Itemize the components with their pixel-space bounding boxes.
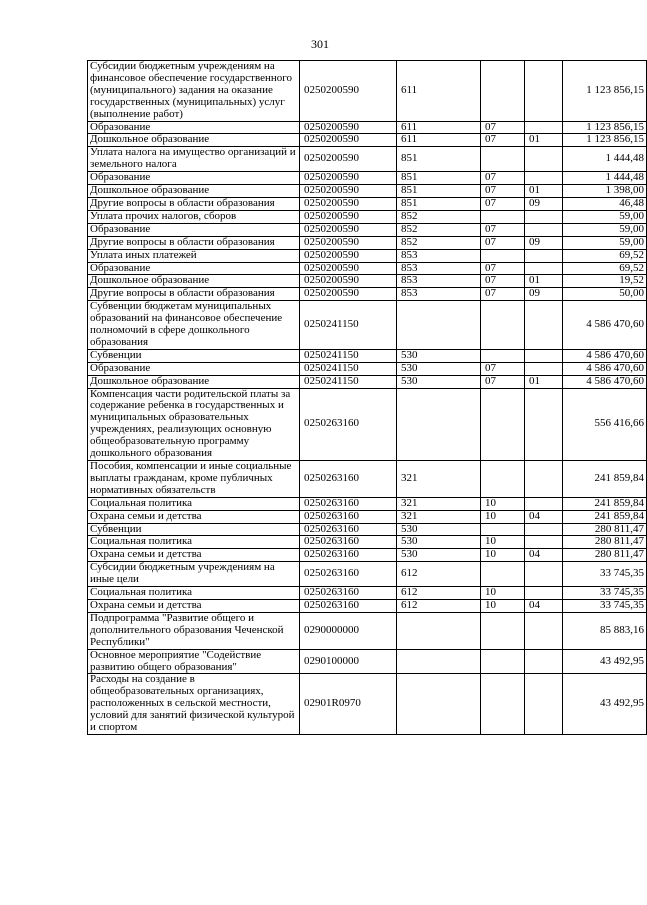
row-name: Дошкольное образование: [88, 275, 300, 288]
target-article-code: 0250200590: [300, 223, 397, 236]
subsection-code: [525, 674, 563, 735]
subsection-code: [525, 249, 563, 262]
target-article-code: 0250263160: [300, 549, 397, 562]
subsection-code: [525, 172, 563, 185]
target-article-code: 0250263160: [300, 599, 397, 612]
table-row: [88, 362, 647, 375]
table-row: [88, 562, 647, 587]
expense-type-code: 853: [397, 249, 481, 262]
table-row: [88, 249, 647, 262]
row-name: Основное мероприятие "Содействие развитию общего образования": [88, 649, 300, 674]
section-code: 07: [481, 121, 525, 134]
section-code: [481, 612, 525, 649]
row-name: Охрана семьи и детства: [88, 510, 300, 523]
table-row: [88, 587, 647, 600]
subsection-code: [525, 61, 563, 122]
target-article-code: 0250263160: [300, 461, 397, 498]
page-number: 301: [311, 37, 329, 51]
table-row: [88, 197, 647, 210]
amount: 33 745,35: [563, 599, 647, 612]
section-code: 10: [481, 549, 525, 562]
section-code: 07: [481, 172, 525, 185]
section-code: 07: [481, 375, 525, 388]
amount: 280 811,47: [563, 549, 647, 562]
amount: 1 398,00: [563, 185, 647, 198]
subsection-code: 01: [525, 185, 563, 198]
expense-type-code: 611: [397, 61, 481, 122]
subsection-code: [525, 349, 563, 362]
table-row: [88, 375, 647, 388]
table-row: [88, 612, 647, 649]
subsection-code: [525, 262, 563, 275]
table-row: [88, 236, 647, 249]
expense-type-code: [397, 388, 481, 460]
amount: 1 123 856,15: [563, 134, 647, 147]
section-code: [481, 301, 525, 350]
target-article-code: 0250200590: [300, 275, 397, 288]
section-code: 10: [481, 587, 525, 600]
subsection-code: [525, 536, 563, 549]
target-article-code: 0250263160: [300, 510, 397, 523]
section-code: 07: [481, 262, 525, 275]
subsection-code: [525, 362, 563, 375]
expense-type-code: 853: [397, 262, 481, 275]
expense-type-code: 611: [397, 121, 481, 134]
expense-type-code: [397, 301, 481, 350]
row-name: Образование: [88, 172, 300, 185]
subsection-code: [525, 121, 563, 134]
expense-type-code: 612: [397, 562, 481, 587]
row-name: Социальная политика: [88, 497, 300, 510]
table-row: [88, 497, 647, 510]
amount: 4 586 470,60: [563, 362, 647, 375]
row-name: Пособия, компенсации и иные социальные выплаты гражданам, кроме публичных нормативных обязательств: [88, 461, 300, 498]
row-name: Другие вопросы в области образования: [88, 236, 300, 249]
table-row: [88, 599, 647, 612]
table-row: [88, 674, 647, 735]
target-article-code: 0290000000: [300, 612, 397, 649]
amount: 59,00: [563, 236, 647, 249]
row-name: Социальная политика: [88, 536, 300, 549]
amount: 1 123 856,15: [563, 121, 647, 134]
expense-type-code: 530: [397, 349, 481, 362]
subsection-code: 04: [525, 599, 563, 612]
row-name: Субвенции: [88, 523, 300, 536]
amount: 1 444,48: [563, 172, 647, 185]
subsection-code: [525, 612, 563, 649]
expense-type-code: [397, 649, 481, 674]
row-name: Уплата прочих налогов, сборов: [88, 210, 300, 223]
section-code: [481, 388, 525, 460]
row-name: Охрана семьи и детства: [88, 549, 300, 562]
row-name: Субсидии бюджетным учреждениям на финансовое обеспечение государственного (муниципального) задания на оказание государственных (муниципальных) услуг (выполнение работ): [88, 61, 300, 122]
expense-type-code: 853: [397, 288, 481, 301]
table-row: [88, 536, 647, 549]
target-article-code: 0250200590: [300, 262, 397, 275]
table-row: [88, 549, 647, 562]
expense-type-code: 321: [397, 461, 481, 498]
row-name: Расходы на создание в общеобразовательных организациях, расположенных в сельской местности, условий для занятий физической культурой и спортом: [88, 674, 300, 735]
expense-type-code: 530: [397, 362, 481, 375]
amount: 33 745,35: [563, 562, 647, 587]
row-name: Другие вопросы в области образования: [88, 197, 300, 210]
section-code: [481, 61, 525, 122]
amount: 280 811,47: [563, 523, 647, 536]
amount: 4 586 470,60: [563, 349, 647, 362]
amount: 280 811,47: [563, 536, 647, 549]
row-name: Дошкольное образование: [88, 375, 300, 388]
expense-type-code: 612: [397, 599, 481, 612]
target-article-code: 0250200590: [300, 147, 397, 172]
target-article-code: 0250263160: [300, 562, 397, 587]
amount: 4 586 470,60: [563, 375, 647, 388]
amount: 4 586 470,60: [563, 301, 647, 350]
expense-type-code: 851: [397, 147, 481, 172]
target-article-code: 0250200590: [300, 249, 397, 262]
subsection-code: 09: [525, 236, 563, 249]
expense-type-code: [397, 674, 481, 735]
target-article-code: 0250263160: [300, 536, 397, 549]
table-row: [88, 275, 647, 288]
amount: 46,48: [563, 197, 647, 210]
target-article-code: 0250263160: [300, 587, 397, 600]
amount: 1 123 856,15: [563, 61, 647, 122]
budget-table: [87, 60, 647, 735]
row-name: Компенсация части родительской платы за содержание ребенка в государственных и муниципальных образовательных учреждениях, реализующих основную общеобразовательную программу дошкольного образования: [88, 388, 300, 460]
section-code: 07: [481, 134, 525, 147]
expense-type-code: 530: [397, 375, 481, 388]
section-code: [481, 249, 525, 262]
row-name: Субвенции: [88, 349, 300, 362]
expense-type-code: 530: [397, 536, 481, 549]
amount: 556 416,66: [563, 388, 647, 460]
row-name: Образование: [88, 262, 300, 275]
section-code: 10: [481, 497, 525, 510]
table-row: [88, 134, 647, 147]
amount: 33 745,35: [563, 587, 647, 600]
row-name: Другие вопросы в области образования: [88, 288, 300, 301]
row-name: Дошкольное образование: [88, 185, 300, 198]
target-article-code: 0250200590: [300, 121, 397, 134]
table-row: [88, 223, 647, 236]
subsection-code: [525, 562, 563, 587]
row-name: Дошкольное образование: [88, 134, 300, 147]
amount: 59,00: [563, 223, 647, 236]
table-row: [88, 301, 647, 350]
amount: 241 859,84: [563, 510, 647, 523]
subsection-code: 01: [525, 134, 563, 147]
amount: 1 444,48: [563, 147, 647, 172]
amount: 59,00: [563, 210, 647, 223]
row-name: Уплата иных платежей: [88, 249, 300, 262]
expense-type-code: 530: [397, 549, 481, 562]
subsection-code: [525, 523, 563, 536]
amount: 43 492,95: [563, 649, 647, 674]
expense-type-code: 851: [397, 197, 481, 210]
row-name: Субсидии бюджетным учреждениям на иные цели: [88, 562, 300, 587]
target-article-code: 0250200590: [300, 61, 397, 122]
target-article-code: 0250200590: [300, 185, 397, 198]
expense-type-code: 853: [397, 275, 481, 288]
target-article-code: 0250200590: [300, 172, 397, 185]
subsection-code: 01: [525, 375, 563, 388]
target-article-code: 0250200590: [300, 197, 397, 210]
expense-type-code: 851: [397, 185, 481, 198]
row-name: Образование: [88, 121, 300, 134]
expense-type-code: 852: [397, 236, 481, 249]
amount: 19,52: [563, 275, 647, 288]
target-article-code: 0250241150: [300, 362, 397, 375]
row-name: Субвенции бюджетам муниципальных образований на финансовое обеспечение полномочий в сфере дошкольного образования: [88, 301, 300, 350]
subsection-code: 09: [525, 197, 563, 210]
target-article-code: 0250263160: [300, 497, 397, 510]
amount: 85 883,16: [563, 612, 647, 649]
expense-type-code: 612: [397, 587, 481, 600]
subsection-code: [525, 147, 563, 172]
section-code: 10: [481, 536, 525, 549]
amount: 241 859,84: [563, 497, 647, 510]
target-article-code: 02901R0970: [300, 674, 397, 735]
row-name: Социальная политика: [88, 587, 300, 600]
subsection-code: [525, 497, 563, 510]
row-name: Охрана семьи и детства: [88, 599, 300, 612]
target-article-code: 0250263160: [300, 523, 397, 536]
section-code: 10: [481, 510, 525, 523]
subsection-code: [525, 210, 563, 223]
section-code: 07: [481, 185, 525, 198]
table-row: [88, 185, 647, 198]
table-row: [88, 349, 647, 362]
section-code: 07: [481, 223, 525, 236]
section-code: [481, 147, 525, 172]
table-row: [88, 262, 647, 275]
section-code: 07: [481, 236, 525, 249]
table-row: [88, 172, 647, 185]
target-article-code: 0250241150: [300, 375, 397, 388]
expense-type-code: 321: [397, 510, 481, 523]
table-row: [88, 210, 647, 223]
table-row: [88, 649, 647, 674]
subsection-code: [525, 301, 563, 350]
subsection-code: [525, 649, 563, 674]
section-code: 10: [481, 599, 525, 612]
section-code: [481, 210, 525, 223]
row-name: Подпрограмма "Развитие общего и дополнительного образования Чеченской Республики": [88, 612, 300, 649]
expense-type-code: 852: [397, 223, 481, 236]
section-code: [481, 461, 525, 498]
subsection-code: [525, 223, 563, 236]
row-name: Образование: [88, 362, 300, 375]
row-name: Уплата налога на имущество организаций и земельного налога: [88, 147, 300, 172]
section-code: [481, 649, 525, 674]
section-code: 07: [481, 197, 525, 210]
amount: 69,52: [563, 249, 647, 262]
section-code: [481, 674, 525, 735]
expense-type-code: 852: [397, 210, 481, 223]
target-article-code: 0250200590: [300, 288, 397, 301]
target-article-code: 0250200590: [300, 236, 397, 249]
subsection-code: [525, 388, 563, 460]
expense-type-code: 611: [397, 134, 481, 147]
section-code: [481, 349, 525, 362]
table-row: [88, 461, 647, 498]
row-name: Образование: [88, 223, 300, 236]
subsection-code: 09: [525, 288, 563, 301]
target-article-code: 0250241150: [300, 349, 397, 362]
table-row: [88, 121, 647, 134]
table-row: [88, 523, 647, 536]
amount: 241 859,84: [563, 461, 647, 498]
table-row: [88, 510, 647, 523]
expense-type-code: 321: [397, 497, 481, 510]
expense-type-code: 530: [397, 523, 481, 536]
subsection-code: 01: [525, 275, 563, 288]
section-code: 07: [481, 362, 525, 375]
amount: 43 492,95: [563, 674, 647, 735]
target-article-code: 0250263160: [300, 388, 397, 460]
subsection-code: [525, 587, 563, 600]
table-row: [88, 147, 647, 172]
amount: 50,00: [563, 288, 647, 301]
expense-type-code: 851: [397, 172, 481, 185]
target-article-code: 0250200590: [300, 134, 397, 147]
section-code: 07: [481, 275, 525, 288]
target-article-code: 0250241150: [300, 301, 397, 350]
table-row: [88, 288, 647, 301]
section-code: [481, 523, 525, 536]
expense-type-code: [397, 612, 481, 649]
table-row: [88, 388, 647, 460]
subsection-code: [525, 461, 563, 498]
target-article-code: 0290100000: [300, 649, 397, 674]
section-code: 07: [481, 288, 525, 301]
target-article-code: 0250200590: [300, 210, 397, 223]
table-row: [88, 61, 647, 122]
budget-table-body: [88, 61, 647, 735]
section-code: [481, 562, 525, 587]
subsection-code: 04: [525, 510, 563, 523]
amount: 69,52: [563, 262, 647, 275]
subsection-code: 04: [525, 549, 563, 562]
